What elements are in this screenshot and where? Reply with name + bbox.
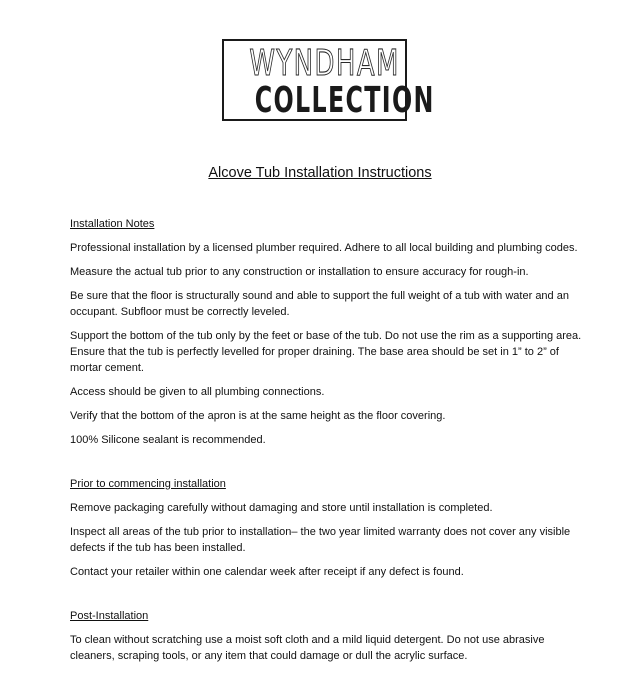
wyndham-collection-logo (222, 39, 435, 121)
section-post-installation (70, 608, 590, 664)
paragraph: Remove packaging carefully without damaging and store until installation is completed. (70, 502, 493, 514)
paragraph: To clean without scratching use a moist soft cloth and a mild liquid detergent. Do not use abrasive cleaners, scraping tools, or any item that could damage or dull the acrylic surface. (70, 634, 545, 662)
paragraph: Measure the actual tub prior to any construction or installation to ensure accuracy for rough-in. (70, 266, 529, 278)
paragraph: 100% Silicone sealant is recommended. (70, 434, 266, 446)
logo-line-wyndham: WYNDHAM (249, 43, 400, 84)
paragraph: Inspect all areas of the tub prior to installation– the two year limited warranty does not cover any visible defects if the tub has been installed. (70, 526, 571, 554)
paragraph: Professional installation by a licensed plumber required. Adhere to all local building and plumbing codes. (70, 242, 578, 254)
paragraph: Be sure that the floor is structurally sound and able to support the full weight of a tub with water and an occupant. Subfloor must be correctly leveled. (70, 290, 569, 318)
section-prior-to-installation (70, 476, 590, 580)
document-title: Alcove Tub Installation Instructions (208, 165, 432, 181)
paragraph: Contact your retailer within one calendar week after receipt if any defect is found. (70, 566, 464, 578)
paragraph: Access should be given to all plumbing connections. (70, 386, 325, 398)
paragraph: Verify that the bottom of the apron is at the same height as the floor covering. (70, 410, 446, 422)
section-installation-notes (70, 216, 590, 448)
section-heading: Prior to commencing installation (70, 478, 226, 490)
logo-line-collection: COLLECTION (254, 80, 435, 121)
section-heading: Installation Notes (70, 218, 155, 230)
document-body (70, 216, 590, 692)
section-heading: Post-Installation (70, 610, 149, 622)
paragraph: Support the bottom of the tub only by the feet or base of the tub. Do not use the rim as a supporting area. Ensure that the tub is perfectly levelled for proper draining. The base area should be set in 1” to 2” of mortar cement. (70, 330, 582, 374)
